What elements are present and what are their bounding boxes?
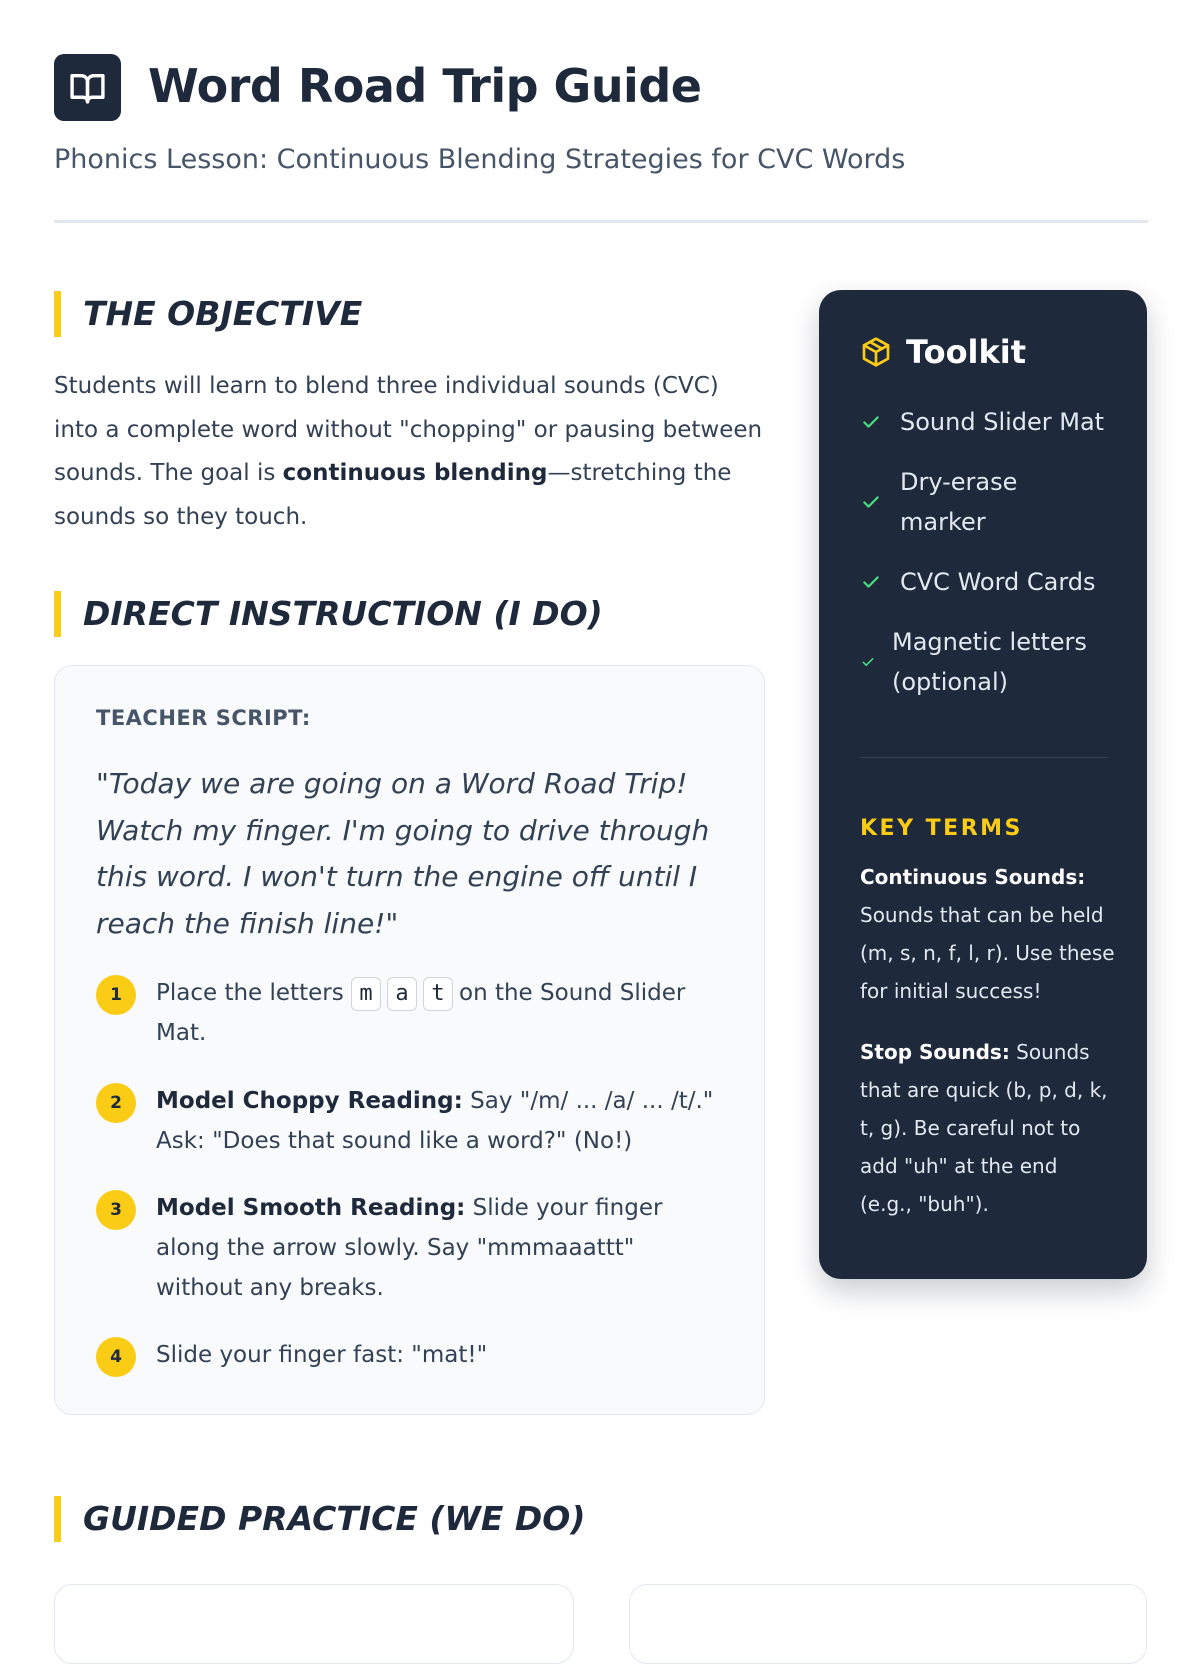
toolkit-panel — [819, 290, 1147, 1279]
check-icon — [860, 655, 876, 669]
letter-tile: a — [387, 977, 417, 1011]
toolkit-item-label: Magnetic letters (optional) — [892, 628, 1087, 696]
step-text-before: Place the letters — [156, 980, 351, 1006]
step-bold-label: Model Choppy Reading: — [156, 1088, 463, 1114]
guided-practice-heading: GUIDED PRACTICE (WE DO) — [54, 1496, 794, 1542]
toolkit-title: Toolkit — [906, 333, 1027, 371]
key-term-definition: Sounds that are quick (b, p, d, k, t, g). Be careful not to add "uh" at the end (e.g., "buh"). — [860, 1040, 1108, 1216]
header-divider — [54, 220, 1148, 223]
objective-heading: THE OBJECTIVE — [54, 291, 794, 337]
check-icon — [860, 572, 882, 592]
step-text — [156, 973, 721, 1053]
step-number: 2 — [96, 1083, 136, 1123]
step-bold-label: Model Smooth Reading: — [156, 1195, 466, 1221]
objective-text — [54, 365, 764, 539]
teacher-script-card — [54, 665, 765, 1415]
teacher-script-quote: "Today we are going on a Word Road Trip! Watch my finger. I'm going to drive through this word. I won't turn the engine off until I reach the finish line!" — [96, 767, 710, 940]
guided-practice-card — [629, 1584, 1147, 1664]
objective-text-part2: —stretching the sounds so they touch. — [54, 460, 732, 530]
toolkit-item-label: Sound Slider Mat — [900, 408, 1105, 436]
check-icon — [860, 412, 882, 432]
toolkit-item — [860, 622, 1120, 702]
page-subtitle: Phonics Lesson: Continuous Blending Strategies for CVC Words — [54, 144, 906, 175]
step-text — [156, 1081, 721, 1161]
step-number: 3 — [96, 1190, 136, 1230]
toolkit-divider — [860, 757, 1108, 758]
direct-instruction-heading: DIRECT INSTRUCTION (I DO) — [54, 591, 794, 637]
key-term — [860, 858, 1115, 1010]
toolkit-item — [860, 562, 1120, 602]
package-icon — [860, 336, 892, 368]
check-icon — [860, 492, 882, 512]
step-number: 1 — [96, 975, 136, 1015]
letter-tile: t — [423, 977, 453, 1011]
step-body: Say "/m/ ... /a/ ... /t/." Ask: "Does that sound like a word?" (No!) — [156, 1088, 714, 1154]
key-term-name: Continuous Sounds: — [860, 865, 1086, 889]
toolkit-item — [860, 402, 1120, 442]
objective-text-bold: continuous blending — [282, 460, 548, 486]
toolkit-item — [860, 462, 1120, 542]
key-term-definition: Sounds that can be held (m, s, n, f, l, r). Use these for initial success! — [860, 903, 1115, 1003]
key-terms-label: KEY TERMS — [860, 816, 1023, 841]
guided-practice-card — [54, 1584, 574, 1664]
step-number: 4 — [96, 1337, 136, 1377]
toolkit-item-label: CVC Word Cards — [900, 568, 1096, 596]
step-text-after: on the Sound Slider Mat. — [156, 980, 686, 1046]
step-body: Slide your finger along the arrow slowly. Say "mmmaaattt" without any breaks. — [156, 1195, 663, 1301]
page-title: Word Road Trip Guide — [148, 59, 702, 113]
objective-text-part1: Students will learn to blend three individual sounds (CVC) into a complete word without "chopping" or pausing between sounds. The goal is — [54, 373, 763, 486]
key-term — [860, 1033, 1115, 1223]
teacher-script-label: TEACHER SCRIPT: — [96, 706, 311, 730]
letter-tile: m — [351, 977, 381, 1011]
key-term-name: Stop Sounds: — [860, 1040, 1010, 1064]
open-book-icon — [69, 71, 106, 105]
step-text — [156, 1188, 721, 1308]
logo — [54, 54, 121, 121]
step-text: Slide your finger fast: "mat!" — [156, 1342, 488, 1368]
toolkit-item-label: Dry-erase marker — [900, 468, 1018, 536]
